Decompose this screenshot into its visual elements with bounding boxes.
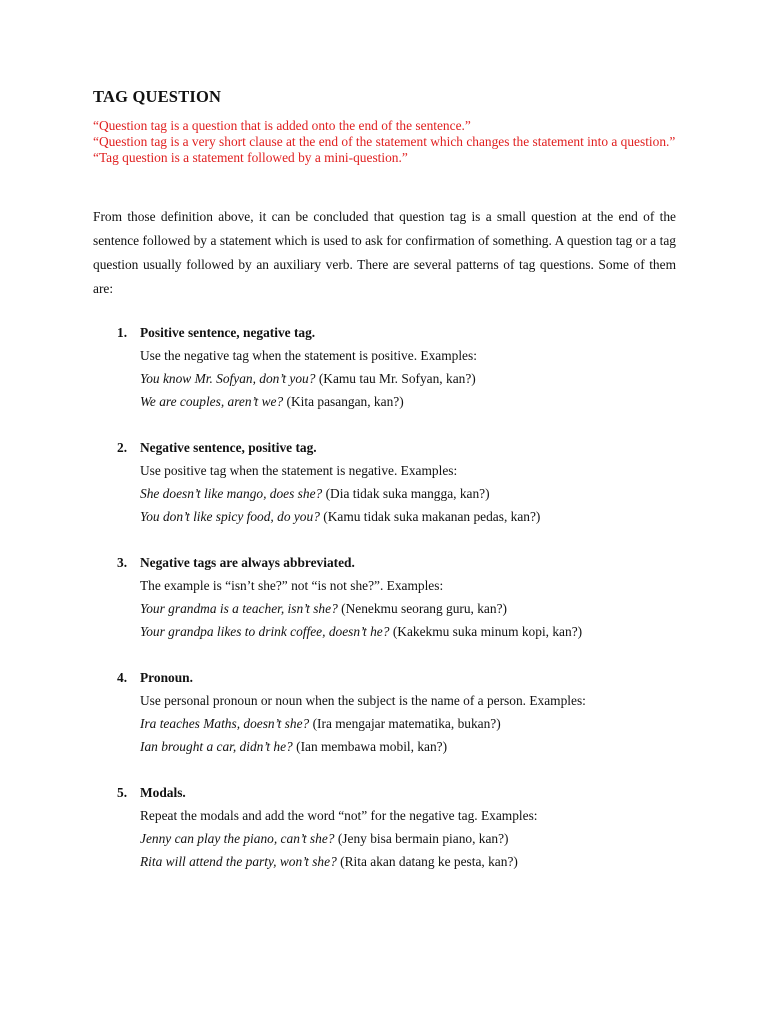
definition-2: “Question tag is a very short clause at the end of the statement which changes the statement into a question.” (93, 134, 676, 149)
pattern-heading: Pronoun. (140, 670, 193, 685)
pattern-description: Use positive tag when the statement is negative. Examples: (140, 463, 458, 478)
pattern-description: Use personal pronoun or noun when the subject is the name of a person. Examples: (140, 693, 586, 708)
example-line (140, 367, 700, 390)
example-english: Your grandpa likes to drink coffee, doesn’t he? (140, 624, 390, 639)
pattern-heading: Modals. (140, 785, 186, 800)
pattern-number: 2. (117, 440, 128, 455)
example-translation: (Kamu tidak suka makanan pedas, kan?) (323, 509, 541, 524)
definition-3: “Tag question is a statement followed by a mini-question.” (93, 150, 408, 165)
example-line (140, 482, 700, 505)
example-translation: (Kita pasangan, kan?) (286, 394, 404, 409)
example-translation: (Nenekmu seorang guru, kan?) (341, 601, 507, 616)
pattern-description: Use the negative tag when the statement is positive. Examples: (140, 348, 477, 363)
definition-1: “Question tag is a question that is added onto the end of the sentence.” (93, 118, 471, 133)
example-translation: (Rita akan datang ke pesta, kan?) (340, 854, 518, 869)
example-line (140, 712, 700, 735)
example-english: Ira teaches Maths, doesn’t she? (140, 716, 310, 731)
example-english: Ian brought a car, didn’t he? (140, 739, 293, 754)
pattern-description: The example is “isn’t she?” not “is not she?”. Examples: (140, 578, 444, 593)
example-line (140, 827, 700, 850)
pattern-number: 3. (117, 555, 128, 570)
page-title: TAG QUESTION (93, 87, 222, 106)
pattern-heading: Negative sentence, positive tag. (140, 440, 317, 455)
example-line (140, 735, 700, 758)
example-translation: (Ian membawa mobil, kan?) (296, 739, 448, 754)
definitions-block (93, 118, 677, 166)
pattern-description: Repeat the modals and add the word “not” for the negative tag. Examples: (140, 808, 538, 823)
example-line (140, 390, 700, 413)
example-translation: (Kamu tau Mr. Sofyan, kan?) (318, 371, 476, 386)
example-translation: (Kakekmu suka minum kopi, kan?) (392, 624, 583, 639)
example-english: Your grandma is a teacher, isn’t she? (140, 601, 338, 616)
example-translation: (Dia tidak suka mangga, kan?) (325, 486, 490, 501)
pattern-number: 5. (117, 785, 128, 800)
example-line (140, 850, 700, 873)
pattern-heading: Negative tags are always abbreviated. (140, 555, 355, 570)
pattern-heading: Positive sentence, negative tag. (140, 325, 316, 340)
example-line (140, 597, 700, 620)
example-translation: (Ira mengajar matematika, bukan?) (312, 716, 501, 731)
pattern-number: 4. (117, 670, 128, 685)
example-english: She doesn’t like mango, does she? (140, 486, 323, 501)
example-line (140, 505, 700, 528)
example-english: Rita will attend the party, won’t she? (140, 854, 337, 869)
example-english: You don’t like spicy food, do you? (140, 509, 320, 524)
example-english: You know Mr. Sofyan, don’t you? (140, 371, 316, 386)
example-translation: (Jeny bisa bermain piano, kan?) (337, 831, 509, 846)
example-line (140, 620, 700, 643)
example-english: Jenny can play the piano, can’t she? (140, 831, 335, 846)
pattern-number: 1. (117, 325, 128, 340)
example-english: We are couples, aren’t we? (140, 394, 284, 409)
intro-paragraph: From those definition above, it can be concluded that question tag is a small question at the end of the sentence followed by a statement which is used to ask for confirmation of something. A question tag or a tag question usually followed by an auxiliary verb. There are several patterns of tag questions. Some of them are: (93, 209, 676, 296)
